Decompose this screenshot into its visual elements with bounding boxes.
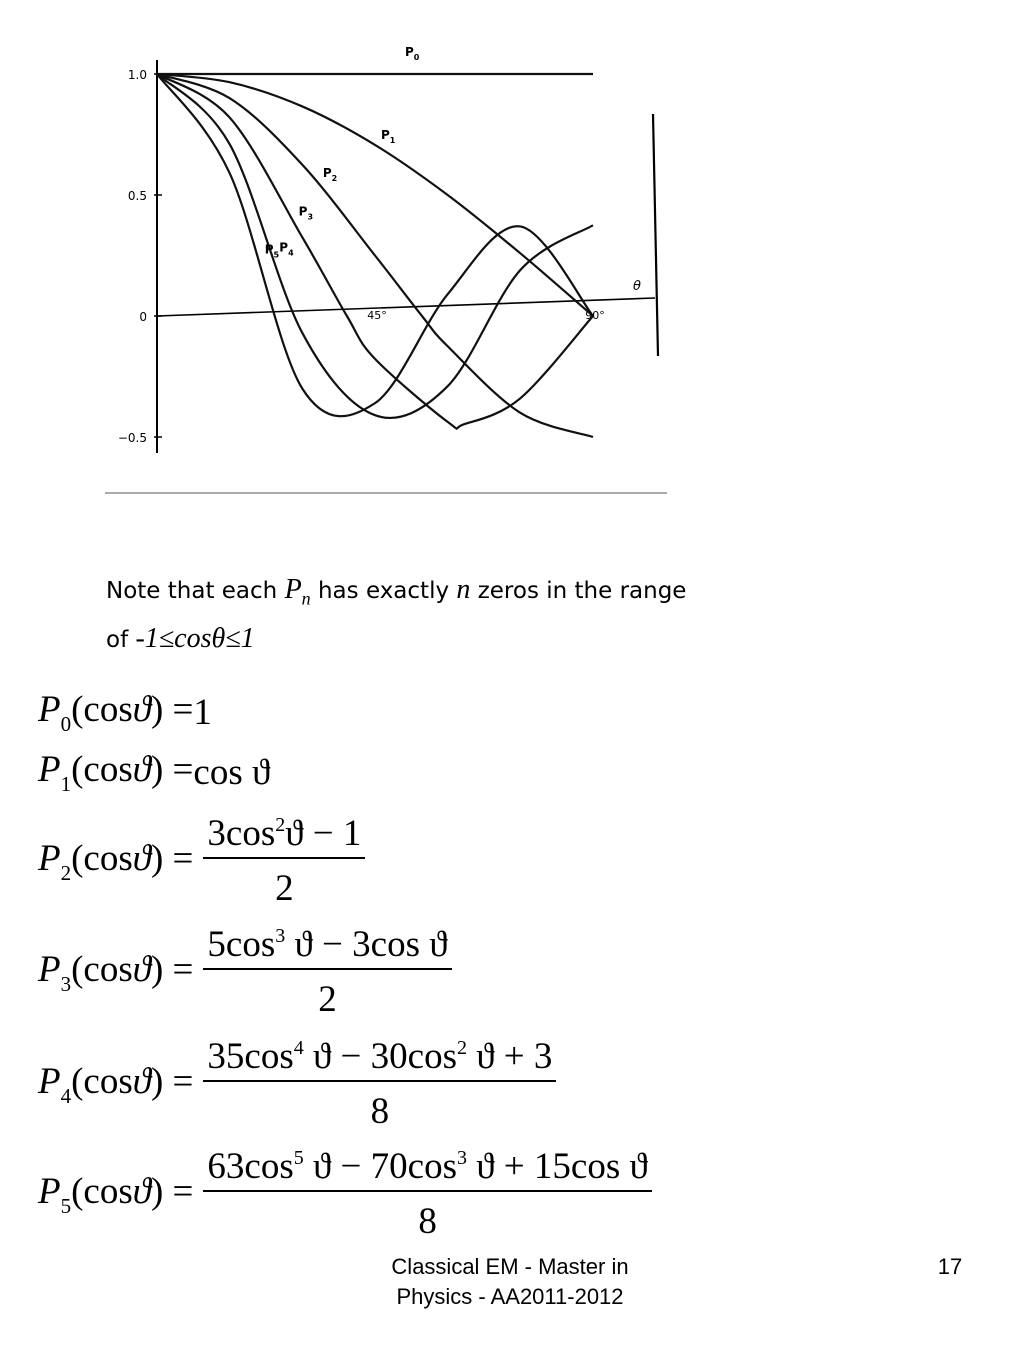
series-label-index: 2 — [331, 173, 338, 183]
fraction — [203, 812, 365, 910]
poly-index: 3 — [60, 971, 72, 996]
y-tick-label: 0.5 — [127, 189, 147, 203]
theta-symbol: ϑ — [132, 948, 151, 990]
equals: ) = — [150, 689, 194, 730]
theta-symbol: ϑ — [132, 689, 151, 730]
pn-symbol: $P_n$ — [284, 574, 311, 609]
numerator-term: 5cos — [207, 924, 276, 965]
series-label-p5: $P_5$ — [264, 242, 280, 260]
denominator: 2 — [318, 979, 337, 1020]
numerator — [203, 1035, 556, 1078]
poly-arg: (cos — [71, 948, 133, 990]
numerator-term: ϑ + 3 — [466, 1036, 553, 1077]
chart-axes — [105, 60, 667, 493]
fraction — [203, 1035, 556, 1133]
fraction-bar — [203, 1080, 556, 1082]
theta-symbol: ϑ — [132, 837, 151, 879]
series-line-p3 — [157, 74, 593, 429]
exponent: 3 — [275, 925, 286, 947]
exponent: 2 — [275, 814, 286, 836]
poly-symbol: P — [38, 837, 61, 879]
poly-symbol: P — [38, 689, 61, 730]
y-tick-label: 1.0 — [127, 68, 147, 82]
poly-arg: (cos — [71, 749, 133, 790]
poly-index: 5 — [60, 1193, 72, 1218]
fraction-bar — [203, 857, 365, 859]
series-label-index: 4 — [288, 248, 294, 258]
exponent: 4 — [293, 1037, 304, 1059]
series-label-p4: $P_4$ — [279, 240, 294, 258]
denominator: 8 — [418, 1201, 437, 1242]
poly-index: 1 — [60, 772, 72, 796]
fraction — [203, 1145, 651, 1243]
equation-lhs — [38, 748, 193, 797]
y-tick-label: −0.5 — [117, 431, 147, 445]
series-line-p5 — [157, 74, 593, 416]
equals: ) = — [150, 948, 194, 990]
numerator-term: ϑ − 3cos ϑ — [285, 924, 448, 965]
poly-symbol: P — [38, 948, 61, 990]
poly-symbol: P — [38, 1170, 61, 1212]
numerator — [203, 1145, 651, 1188]
series-line-p2 — [157, 74, 593, 437]
footer-caption — [330, 1252, 690, 1312]
equation-lhs — [38, 688, 193, 737]
range-expression: -1≤cosθ≤1 — [135, 622, 255, 654]
footer-line-2: Physics - AA2011-2012 — [396, 1284, 624, 1309]
equation-p4 — [38, 1035, 556, 1133]
poly-index: 4 — [60, 1083, 72, 1108]
footer-line-1: Classical EM - Master in — [391, 1254, 629, 1279]
x-axis-label: θ — [633, 279, 641, 294]
equation-lhs — [38, 1060, 193, 1109]
theta-symbol: ϑ — [132, 1170, 151, 1212]
equation-rhs: 1 — [193, 692, 212, 733]
series-line-p4 — [157, 74, 593, 418]
fraction — [203, 923, 451, 1021]
equation-p5 — [38, 1145, 652, 1243]
poly-arg: (cos — [71, 1060, 133, 1102]
equation-lhs — [38, 1170, 193, 1219]
equals: ) = — [150, 837, 194, 879]
equation-lhs — [38, 837, 193, 886]
chart-series — [157, 74, 593, 437]
poly-arg: (cos — [71, 689, 133, 730]
equation-rhs: cos ϑ — [193, 752, 271, 793]
numerator-term: 3cos — [207, 813, 276, 854]
note-line-1: Note that each $P_n$ has exactly n zeros in the range — [106, 574, 687, 609]
note-text — [106, 570, 806, 660]
numerator-term: ϑ − 30cos — [303, 1036, 457, 1077]
theta-symbol: ϑ — [132, 1060, 151, 1102]
poly-symbol: P — [38, 749, 61, 790]
numerator-term: 63cos — [207, 1146, 294, 1187]
equation-p0 — [38, 688, 212, 737]
right-frame-line — [653, 114, 658, 356]
denominator: 8 — [370, 1091, 390, 1132]
equals: ) = — [150, 1060, 194, 1102]
numerator-term: ϑ + 15cos ϑ — [466, 1146, 648, 1187]
chart-labels — [118, 45, 641, 445]
equals: ) = — [150, 1170, 194, 1212]
poly-arg: (cos — [71, 837, 133, 879]
series-label-p0: $P_0$ — [405, 45, 420, 62]
series-label-p1: $P_1$ — [381, 127, 396, 145]
fraction-bar — [203, 968, 451, 970]
numerator — [203, 812, 365, 855]
series-label-index: 0 — [413, 53, 420, 62]
equation-lhs — [38, 948, 193, 997]
exponent: 5 — [293, 1147, 304, 1169]
exponent: 3 — [456, 1147, 467, 1169]
numerator-term: ϑ − 70cos — [303, 1146, 457, 1187]
numerator-term: ϑ − 1 — [285, 813, 362, 854]
poly-index: 0 — [60, 712, 72, 736]
series-label-index: 5 — [273, 250, 280, 260]
poly-symbol: P — [38, 1060, 61, 1102]
poly-arg: (cos — [71, 1170, 133, 1212]
numerator — [203, 923, 451, 966]
series-label-index: 3 — [307, 212, 314, 222]
series-label-p2: $P_2$ — [322, 165, 338, 183]
equation-p1 — [38, 748, 270, 797]
equation-p3 — [38, 923, 452, 1021]
series-label-p3: $P_3$ — [298, 204, 314, 222]
note-line-2: of -1≤cosθ≤1 — [106, 622, 255, 654]
n-symbol: n — [456, 574, 471, 605]
theta-symbol: ϑ — [132, 749, 151, 790]
page-number: 17 — [937, 1254, 963, 1279]
poly-index: 2 — [60, 860, 72, 885]
series-label-index: 1 — [389, 135, 396, 145]
legendre-chart — [95, 30, 675, 510]
x-axis-line — [157, 298, 655, 316]
fraction-bar — [203, 1190, 651, 1192]
equation-p2 — [38, 812, 365, 910]
denominator: 2 — [275, 868, 294, 909]
y-tick-label: 0 — [139, 310, 147, 324]
numerator-term: 35cos — [207, 1036, 294, 1077]
equals: ) = — [150, 749, 194, 790]
exponent: 2 — [456, 1037, 467, 1059]
x-tick-label: 45° — [367, 309, 387, 322]
x-tick-label: 90° — [585, 309, 605, 322]
